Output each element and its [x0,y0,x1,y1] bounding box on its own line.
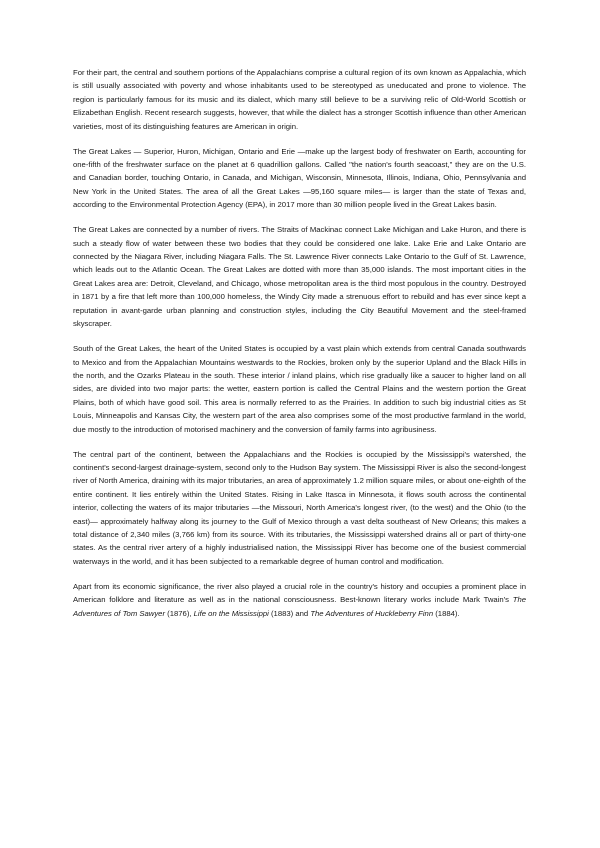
document-page [73,66,526,632]
book-title-life-on-the-mississippi: Life on the Mississippi [193,608,269,618]
paragraph-great-lakes: The Great Lakes — Superior, Huron, Michigan, Ontario and Erie —make up the largest body of freshwater on Earth, accounting for one-fifth of the freshwater surface on the planet at 6 quadrillion gallons. Called "the nation's fourth seacoast," they are on the U.S. and Canadian border, touching Ontario, in Canada, and Michigan, Wisconsin, Minnesota, Illinois, Indiana, Ohio, Pennsylvania and New York in the United States. The area of all the Great Lakes —95,160 square miles— is larger than the state of Texas and, according to the Environmental Protection Agency (EPA), in 2017 more than 30 million people lived in the Great Lakes basin. [73,146,526,210]
paragraph-interior-plains: South of the Great Lakes, the heart of the United States is occupied by a vast plain which extends from central Canada southwards to Mexico and from the Appalachian Mountains westwards to the Rockies, broken only by the superior Upland and the Black Hills in the north, and the Ozarks Plateau in the south. These interior / inland plains, which rise gradually like a saucer to higher land on all sides, are divided into two major parts: the wetter, eastern portion is called the Central Plains and the western portion the Great Plains, both of which have good soil. This area is normally referred to as the Prairies. In addition to such big industrial cities as St Louis, Minneapolis and Kansas City, the western part of the area also comprises some of the most productive farmland in the world, due mostly to the introduction of motorised machinery and the conversion of family farms into agribusiness. [73,344,526,434]
literature-text-c: (1883) and [268,608,311,618]
book-title-huckleberry-finn: The Adventures of Huckleberry Finn [310,608,434,618]
literature-text-d: (1884). [433,608,460,618]
paragraph-appalachia: For their part, the central and southern portions of the Appalachians comprise a cultural region of its own known as Appalachia, which is still usually associated with poverty and whose inhabitants used to be stereotyped as uneducated and prone to violence. The region is particularly famous for its music and its dialect, which many still believe to be a surviving relic of Old-World Scottish or Elizabethan English. Recent research suggests, however, that while the dialect has a stronger Scottish influence than other American varieties, most of its distinguishing features are American in origin. [73,68,526,131]
paragraph-literature [73,580,526,620]
book-title-tom-sawyer: The Adventures of Tom Sawyer [73,595,526,618]
literature-text-b: (1876), [165,608,194,618]
paragraph-great-lakes-rivers: The Great Lakes are connected by a number of rivers. The Straits of Mackinac connect Lake Michigan and Lake Huron, and there is such a steady flow of water between these two bodies that they could be considered one lake. Lake Erie and Lake Ontario are connected by the Niagara River, including Niagara Falls. The St. Lawrence River connects Lake Ontario to the Gulf of St. Lawrence, which leads out to the Atlantic Ocean. The Great Lakes are dotted with more than 35,000 islands. The most important cities in the Great Lakes area are: Detroit, Cleveland, and Chicago, whose metropolitan area is the third most populous in the country. Destroyed in 1871 by a fire that left more than 100,000 homeless, the Windy City made a strenuous effort to rebuild and has ever since kept a reputation in avant-garde urban planning and construction styles, including the City Beautiful Movement and the steel-framed skyscraper. [73,225,526,329]
literature-text-a: Apart from its economic significance, the river also played a crucial role in the country's history and occupies a prominent place in American folklore and literature as well as in the national consciousness. Best-known literary works include Mark Twain's [73,581,526,605]
paragraph-mississippi: The central part of the continent, between the Appalachians and the Rockies is occupied by the Mississippi's watershed, the continent's second-largest drainage-system, second only to the Hudson Bay system. The Mississippi River is also the second-longest river of North America, draining with its major tributaries, an area of approximately 1.2 million square miles, or about one-eighth of the entire continent. It lies entirely within the United States. Rising in Lake Itasca in Minnesota, it flows south across the continental interior, collecting the waters of its major tributaries —the Missouri, North America's longest river, (to the west) and the Ohio (to the east)— approximately halfway along its journey to the Gulf of Mexico through a vast delta southeast of New Orleans; this makes a total distance of 2,340 miles (3,766 km) from its source. With its tributaries, the Mississippi watershed drains all or part of thirty-one states. As the central river artery of a highly industrialised nation, the Mississippi River has become one of the busiest commercial waterways in the world, and it has been subjected to a remarkable degree of human control and modification. [73,449,526,566]
